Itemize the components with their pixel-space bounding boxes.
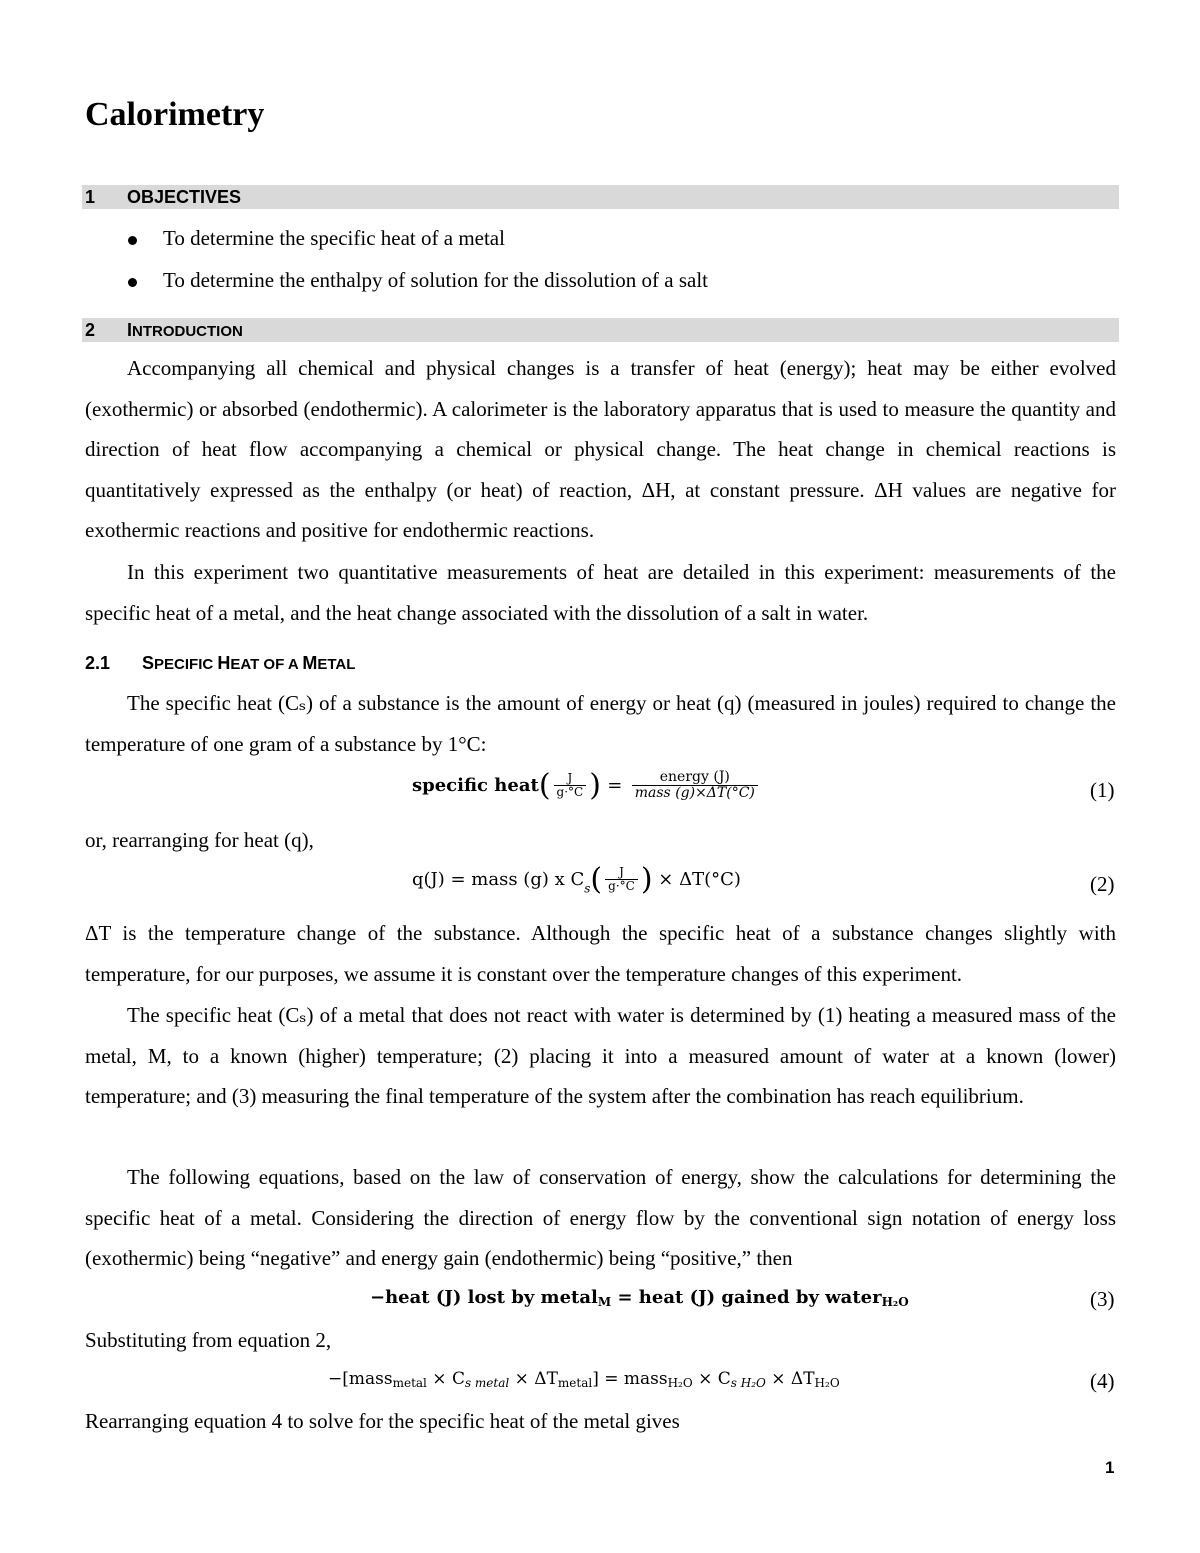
equation-4-subscript: s H₂O (730, 1376, 766, 1390)
equation-3-left: −heat (J) lost by metal (370, 1287, 598, 1308)
conservation-text: The following equations, based on the law of conservation of energy, show the calculations for determining the specific heat of a metal. Considering the direction of energy flow by the conventional sign notation of energy loss (exothermic) being “negative” and energy gain (endothermic) being “positive,” then (85, 1165, 1116, 1271)
section-title-rest: NTRODUCTION (132, 323, 243, 340)
unit-numerator: J (554, 772, 587, 786)
delta-t-paragraph: ΔT is the temperature change of the substance. Although the specific heat of a substance changes slightly with temperature, for our purposes, we assume it is constant over the temperature changes of this experiment. (85, 921, 1116, 986)
unit-numerator: J (605, 866, 638, 880)
subsection-title-part: M (302, 653, 318, 673)
section-heading-objectives (82, 185, 1119, 209)
equation-1-lhs: specific heat (412, 775, 539, 796)
unit-fraction (605, 866, 638, 892)
equation-4-part: ] = mass (592, 1369, 668, 1389)
section-number: 2 (85, 320, 96, 340)
fraction-denominator: mass (g)×ΔT(°C) (634, 785, 755, 801)
equation-3-body (370, 1287, 909, 1309)
equals-sign: = (607, 775, 623, 796)
equation-number: (4) (1090, 1369, 1115, 1393)
equation-4-part: × C (426, 1369, 465, 1389)
equation-4-part: × ΔT (509, 1369, 558, 1389)
subsection-title-part: ETAL (317, 656, 356, 673)
subsection-title-part: S (142, 653, 155, 673)
subsection-number: 2.1 (85, 653, 111, 673)
intro-paragraph (85, 552, 1116, 633)
equation-4-subscript: s metal (464, 1376, 510, 1390)
fraction-numerator: energy (J) (632, 770, 758, 786)
equation-4-subscript: metal (557, 1376, 593, 1390)
specific-heat-paragraph (85, 683, 1116, 764)
section-title-cap: I (127, 320, 133, 340)
equation-2-lhs: q(J) = mass (g) x C (412, 869, 585, 890)
equation-number: (1) (1090, 778, 1115, 802)
method-text: The specific heat (Cₛ) of a metal that does not react with water is determined by (1) heating a measured mass of the metal, M, to a known (higher) temperature; (2) placing it into a measured amount of water at a known (lower) temperature; and (3) measuring the final temperature of the system after the combination has reach equilibrium. (85, 1003, 1116, 1109)
equation-4-part: × ΔT (765, 1369, 815, 1389)
unit-denominator: g·°C (556, 785, 584, 799)
substituting-line: Substituting from equation 2, (85, 1328, 332, 1352)
equation-3-mid: = heat (J) gained by water (611, 1287, 882, 1308)
bullet-icon (128, 278, 137, 287)
equation-1-body: specific heat( $\frac{J}{g\cdot^\circ C}$ ) = $\frac{\text{energy (J)}}{\text{mass (g)×ΔT(°C)}}$ (412, 768, 761, 803)
page-number: 1 (1105, 1458, 1115, 1477)
equation-3-right-subscript: H₂O (881, 1295, 909, 1309)
section-title: OBJECTIVES (127, 187, 242, 207)
bullet-icon (128, 236, 137, 245)
equation-2-body: q(J) = mass (g) x $C_s$( $\frac{J}{g\cdot^\circ C}$ ) × ΔT(°C) (412, 862, 741, 897)
section-title (127, 318, 243, 344)
specific-heat-text: The specific heat (Cₛ) of a substance is the amount of energy or heat (q) (measured in joules) required to change the temperature of one gram of a substance by 1°C: (85, 691, 1116, 756)
objective-text: To determine the enthalpy of solution for the dissolution of a salt (163, 268, 709, 292)
unit-denominator: g·°C (608, 879, 635, 893)
equation-2-rhs: × ΔT(°C) (658, 869, 741, 890)
final-line: Rearranging equation 4 to solve for the specific heat of the metal gives (85, 1409, 680, 1433)
section-heading-introduction (82, 318, 1119, 342)
equation-4-part: −[mass (328, 1369, 393, 1389)
equation-4-subscript: H₂O (667, 1376, 693, 1390)
unit-fraction (554, 772, 587, 798)
section-number: 1 (85, 187, 96, 207)
subsection-heading (85, 653, 355, 674)
intro-paragraph-text: In this experiment two quantitative measurements of heat are detailed in this experiment: measurements of the specific heat of a metal, and the heat change associated with the dissolution of a salt in water. (85, 560, 1116, 625)
main-fraction (632, 770, 758, 800)
subsection-title-part: EAT OF A (230, 656, 303, 673)
equation-2-subscript: s (584, 881, 591, 896)
equation-number: (3) (1090, 1287, 1115, 1311)
intro-paragraph-text: Accompanying all chemical and physical changes is a transfer of heat (energy); heat may be either evolved (exothermic) or absorbed (endothermic). A calorimeter is the laboratory apparatus that is used to measure the quantity and direction of heat flow accompanying a chemical or physical change. The heat change in chemical reactions is quantitatively expressed as the enthalpy (or heat) of reaction, ΔH, at constant pressure. ΔH values are negative for exothermic reactions and positive for endothermic reactions. (85, 356, 1116, 543)
equation-4-subscript: metal (392, 1376, 427, 1390)
equation-4-body (328, 1369, 840, 1390)
conservation-paragraph (85, 1157, 1116, 1279)
rearranging-line: or, rearranging for heat (q), (85, 828, 314, 852)
subsection-title-part: H (217, 653, 231, 673)
equation-3-left-subscript: M (597, 1295, 612, 1309)
equation-4-part: × C (692, 1369, 731, 1389)
equation-4-subscript: H₂O (814, 1376, 840, 1390)
intro-paragraph (85, 348, 1116, 551)
method-paragraph (85, 995, 1116, 1117)
page-title: Calorimetry (85, 96, 265, 133)
equation-number: (2) (1090, 872, 1115, 896)
objective-text: To determine the specific heat of a metal (163, 226, 505, 250)
subsection-title-part: PECIFIC (154, 656, 218, 673)
